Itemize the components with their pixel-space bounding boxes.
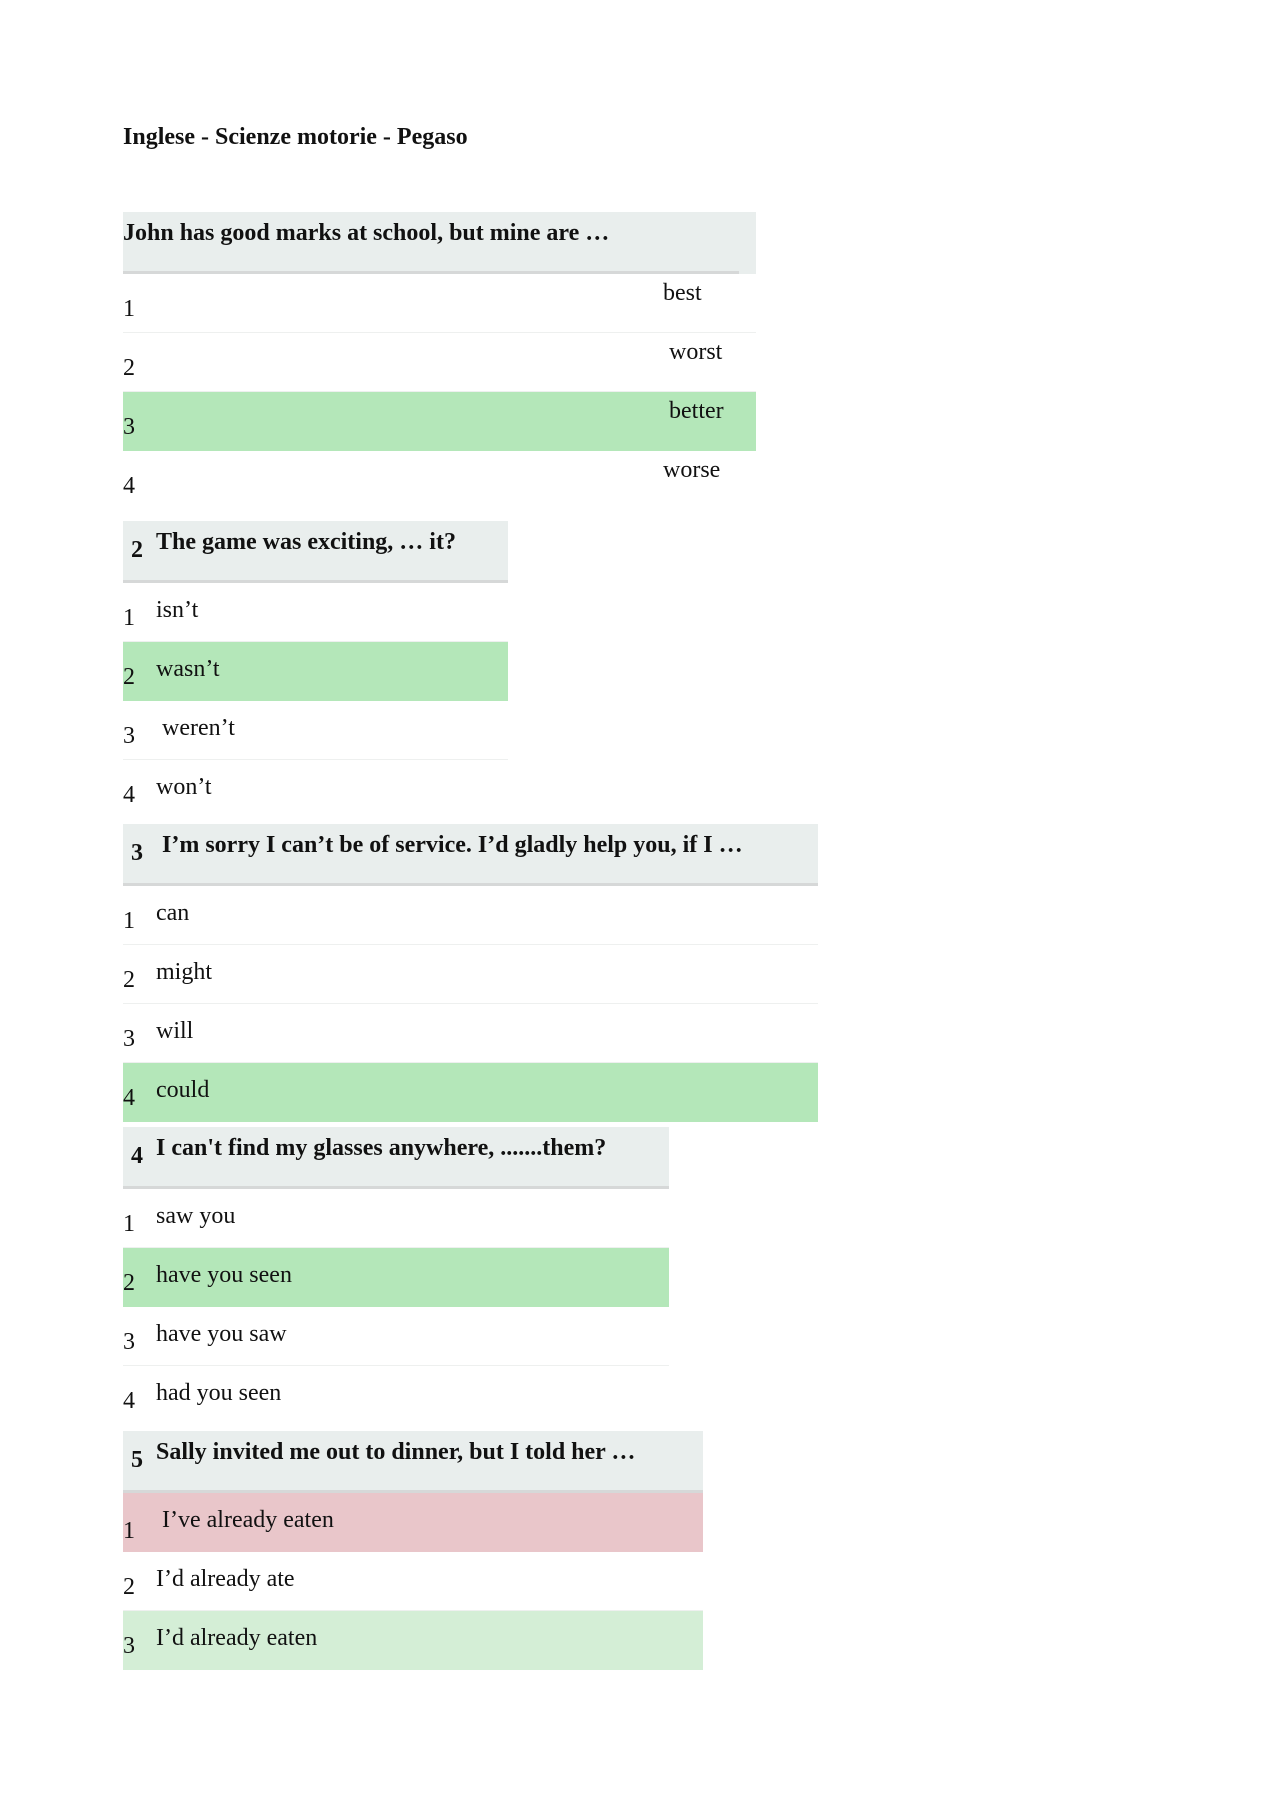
option-number: 1 [123, 1518, 135, 1544]
option-number: 4 [123, 782, 135, 808]
option-text: have you seen [156, 1262, 292, 1288]
option-text: isn’t [156, 597, 199, 623]
option-text: saw you [156, 1203, 236, 1229]
option-number: 4 [123, 1388, 135, 1414]
option-text: worst [669, 339, 723, 365]
option-text: I’d already eaten [156, 1625, 318, 1651]
question-header [123, 824, 818, 886]
question-number: 4 [131, 1143, 143, 1169]
question-text: I’m sorry I can’t be of service. I’d gladly help you, if I … [162, 832, 743, 858]
option-text: won’t [156, 774, 212, 800]
document-title: Inglese - Scienze motorie - Pegaso [123, 124, 468, 150]
answer-option-2[interactable] [123, 1248, 669, 1307]
answer-option-2[interactable] [123, 642, 508, 701]
option-number: 1 [123, 296, 135, 322]
option-number: 3 [123, 414, 135, 440]
option-number: 3 [123, 1329, 135, 1355]
option-text: wasn’t [156, 656, 220, 682]
answer-option-1[interactable] [123, 1493, 703, 1552]
question-2 [123, 521, 508, 819]
option-text: could [156, 1077, 210, 1103]
option-text: I’ve already eaten [162, 1507, 334, 1533]
answer-option-1[interactable] [123, 583, 508, 642]
option-number: 2 [123, 967, 135, 993]
option-text: have you saw [156, 1321, 287, 1347]
option-text: had you seen [156, 1380, 282, 1406]
answer-option-1[interactable] [123, 886, 818, 945]
option-number: 2 [123, 1574, 135, 1600]
option-text: weren’t [162, 715, 235, 741]
option-number: 3 [123, 723, 135, 749]
answer-option-4[interactable] [123, 760, 508, 819]
answer-option-3[interactable] [123, 1611, 703, 1670]
answer-option-1[interactable] [123, 1189, 669, 1248]
option-text: can [156, 900, 190, 926]
question-header [123, 212, 756, 274]
option-text: worse [663, 457, 721, 483]
answer-option-4[interactable] [123, 1063, 818, 1122]
option-number: 1 [123, 605, 135, 631]
answer-option-2[interactable] [123, 945, 818, 1004]
option-number: 2 [123, 355, 135, 381]
option-number: 2 [123, 664, 135, 690]
answer-option-2[interactable] [123, 333, 756, 392]
answer-option-2[interactable] [123, 1552, 703, 1611]
answer-option-3[interactable] [123, 392, 756, 451]
question-number: 2 [131, 537, 143, 563]
option-text: I’d already ate [156, 1566, 295, 1592]
answer-option-4[interactable] [123, 451, 756, 510]
option-number: 2 [123, 1270, 135, 1296]
option-text: might [156, 959, 213, 985]
question-3 [123, 824, 818, 1122]
option-number: 3 [123, 1633, 135, 1659]
question-text: Sally invited me out to dinner, but I told her … [156, 1439, 636, 1465]
option-text: will [156, 1018, 194, 1044]
question-text: The game was exciting, … it? [156, 529, 456, 555]
question-5 [123, 1431, 703, 1670]
answer-option-3[interactable] [123, 701, 508, 760]
option-number: 4 [123, 1085, 135, 1111]
question-1 [123, 212, 756, 510]
question-text: John has good marks at school, but mine are … [123, 220, 610, 246]
answer-option-3[interactable] [123, 1004, 818, 1063]
question-number: 5 [131, 1447, 143, 1473]
option-number: 1 [123, 1211, 135, 1237]
option-number: 3 [123, 1026, 135, 1052]
answer-option-3[interactable] [123, 1307, 669, 1366]
option-text: better [669, 398, 724, 424]
question-header [123, 521, 508, 583]
answer-option-1[interactable] [123, 274, 756, 333]
option-text: best [663, 280, 702, 306]
question-text: I can't find my glasses anywhere, .......them? [156, 1135, 607, 1161]
question-number: 3 [131, 840, 143, 866]
option-number: 4 [123, 473, 135, 499]
answer-option-4[interactable] [123, 1366, 669, 1425]
question-header [123, 1431, 703, 1493]
question-4 [123, 1127, 669, 1425]
option-number: 1 [123, 908, 135, 934]
question-header [123, 1127, 669, 1189]
